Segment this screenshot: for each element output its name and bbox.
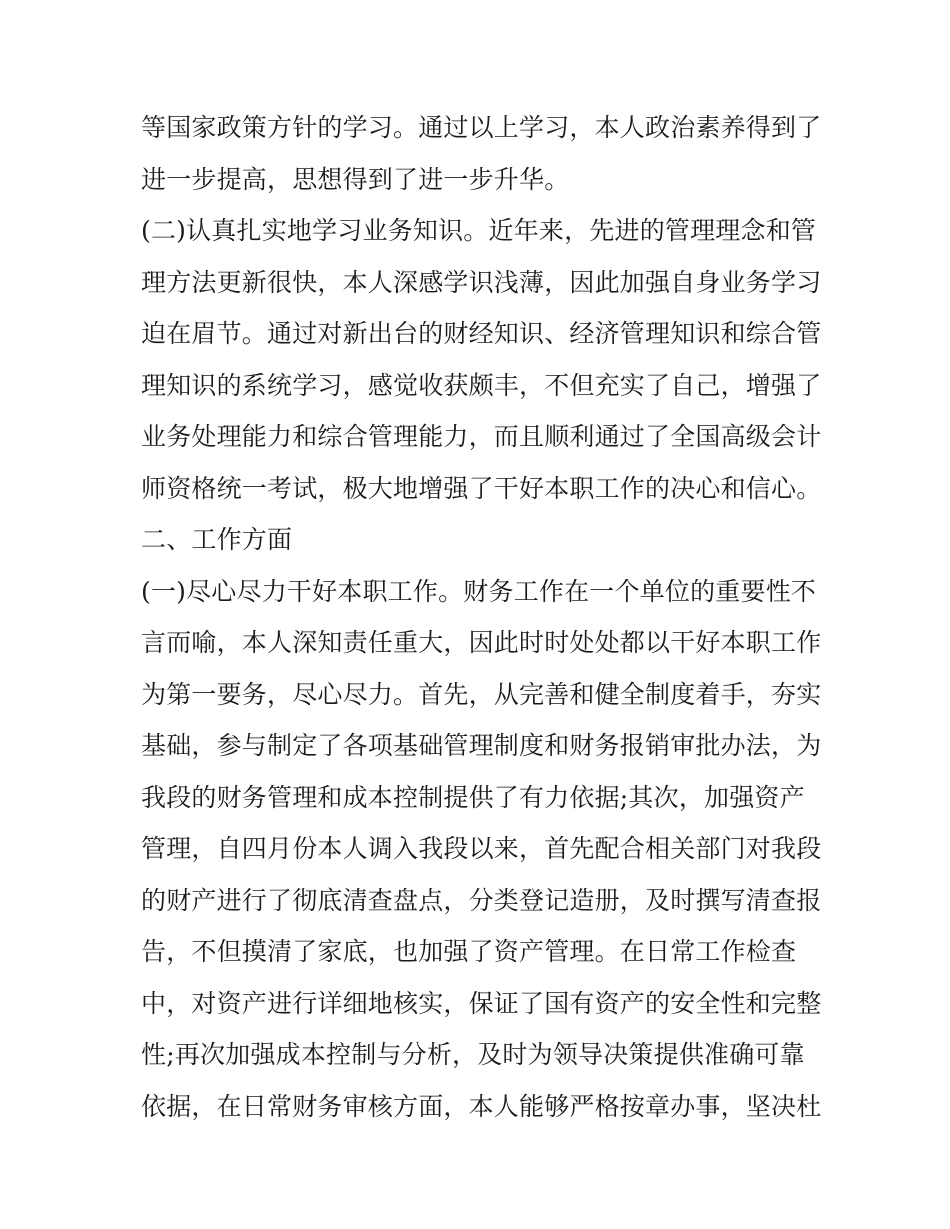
- text-line: 管理，自四月份本人调入我段以来，首先配合相关部门对我段: [141, 834, 822, 863]
- text-line: 基础，参与制定了各项基础管理制度和财务报销审批办法，为: [141, 731, 822, 760]
- text-line: (二)认真扎实地学习业务知识。近年来，先进的管理理念和管: [141, 216, 817, 245]
- text-line: 理知识的系统学习，感觉收获颇丰，不但充实了自己，增强了: [141, 371, 822, 400]
- text-line: 告，不但摸清了家底，也加强了资产管理。在日常工作检查: [141, 937, 797, 966]
- text-line: 等国家政策方针的学习。通过以上学习，本人政治素养得到了: [141, 113, 822, 142]
- text-line: 师资格统一考试，极大地增强了干好本职工作的决心和信心。: [141, 474, 822, 503]
- text-line: 的财产进行了彻底清查盘点，分类登记造册，及时撰写清查报: [141, 886, 822, 915]
- text-line: 中，对资产进行详细地核实，保证了国有资产的安全性和完整: [141, 989, 822, 1018]
- text-line: 我段的财务管理和成本控制提供了有力依据;其次，加强资产: [141, 783, 805, 812]
- text-line: 理方法更新很快，本人深感学识浅薄，因此加强自身业务学习: [141, 268, 822, 297]
- section-heading: 二、工作方面: [141, 525, 293, 554]
- text-line: 迫在眉节。通过对新出台的财经知识、经济管理知识和综合管: [141, 319, 822, 348]
- text-line: 性;再次加强成本控制与分析，及时为领导决策提供准确可靠: [141, 1040, 805, 1069]
- text-line: (一)尽心尽力干好本职工作。财务工作在一个单位的重要性不: [141, 577, 817, 606]
- text-line: 依据，在日常财务审核方面，本人能够严格按章办事，坚决杜: [141, 1092, 822, 1121]
- text-line: 言而喻，本人深知责任重大，因此时时处处都以干好本职工作: [141, 628, 822, 657]
- text-line: 业务处理能力和综合管理能力，而且顺利通过了全国高级会计: [141, 422, 822, 451]
- text-line: 进一步提高，思想得到了进一步升华。: [141, 165, 570, 194]
- text-line: 为第一要务，尽心尽力。首先，从完善和健全制度着手，夯实: [141, 680, 822, 709]
